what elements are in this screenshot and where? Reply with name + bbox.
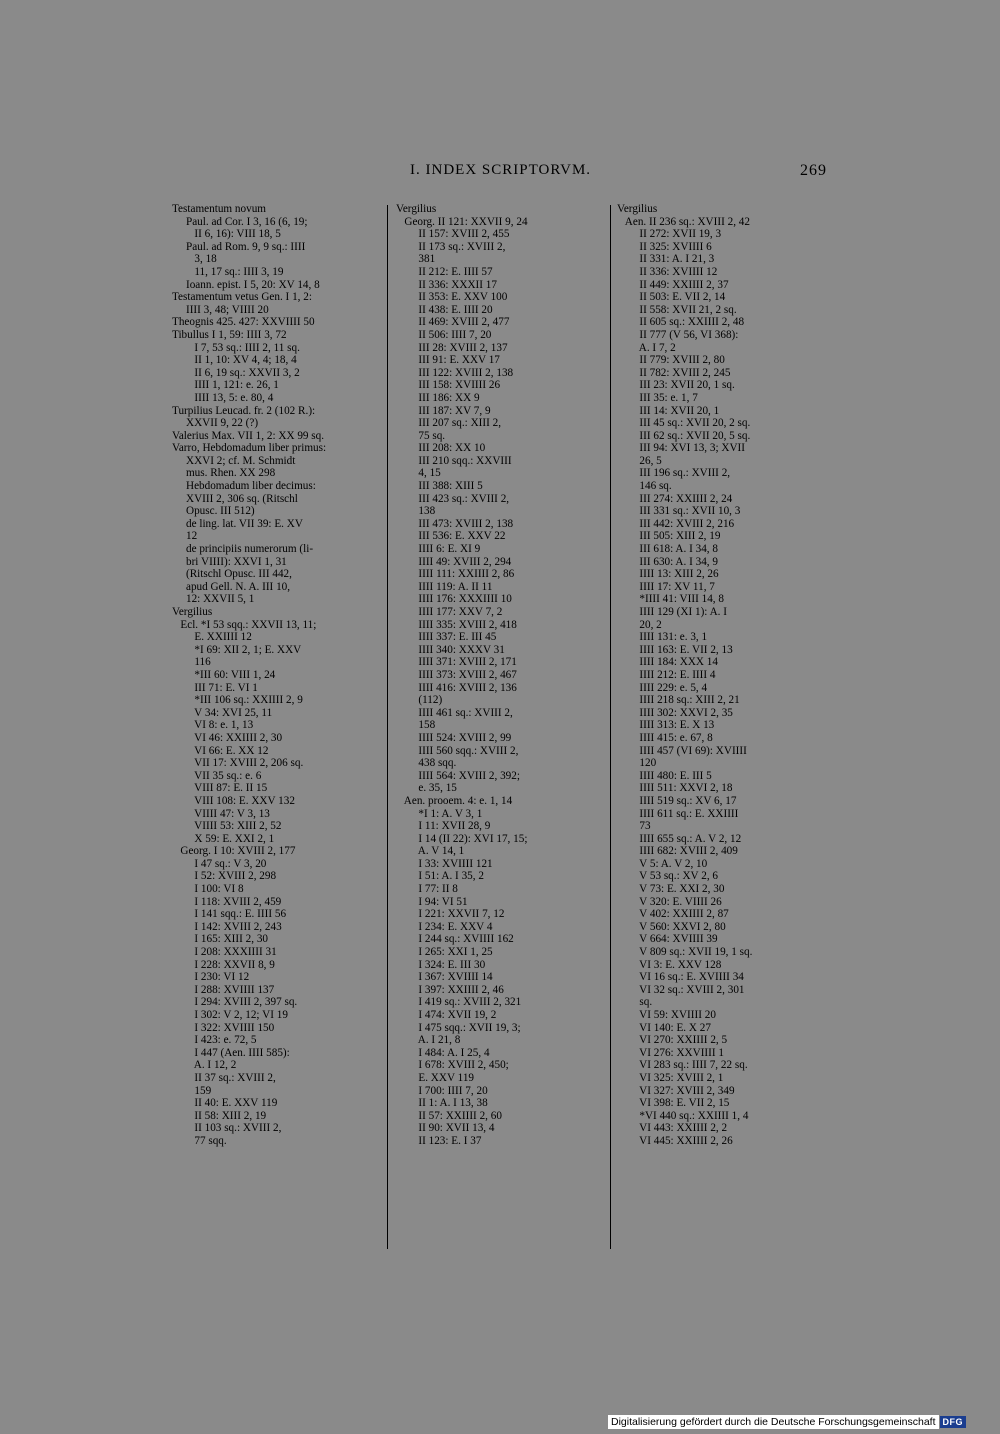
index-entry-line: III 196 sq.: XVIII 2, (617, 467, 731, 480)
index-column-2 (396, 203, 610, 1148)
index-entry-line: III 62 sq.: XVII 20, 5 sq. (617, 429, 751, 442)
index-entry-line: I 700: IIII 7, 20 (396, 1084, 488, 1097)
index-entry-line: IIII 416: XVIII 2, 136 (396, 681, 517, 694)
index-entry-line: XXVI 2; cf. M. Schmidt (172, 454, 296, 467)
index-entry-line: 381 (396, 253, 436, 266)
index-entry-line: IIII 119: A. II 11 (396, 580, 493, 593)
footer-text: Digitalisierung gefördert durch die Deutsche Forschungsgemeinschaft (608, 1415, 939, 1429)
index-entry-line: II 57: XXIIII 2, 60 (396, 1109, 502, 1122)
index-entry-line: I 244 sq.: XVIIII 162 (396, 933, 514, 946)
index-entry-line: I 475 sqq.: XVII 19, 3; (396, 1021, 521, 1034)
index-entry-line: de principiis numerorum (li- (172, 543, 314, 556)
index-entry-line: A. I 12, 2 (172, 1059, 237, 1072)
index-entry-line: IIII 302: XXVI 2, 35 (617, 706, 733, 719)
index-entry-line: 73 (617, 820, 651, 833)
index-entry-line: IIII 129 (XI 1): A. I (617, 606, 727, 618)
index-entry-line: mus. Rhen. XX 298 (172, 467, 276, 480)
index-entry-line: I 423: e. 72, 5 (172, 1034, 257, 1047)
index-entry-line: I 302: V 2, 12; VI 19 (172, 1009, 288, 1021)
index-entry-line: II 123: E. I 37 (396, 1134, 482, 1147)
index-entry-line: 158 (396, 719, 436, 732)
index-entry-line: V 34: XVI 25, 11 (172, 706, 273, 719)
index-entry-line: II 777 (V 56, VI 368): (617, 328, 739, 341)
index-entry-line: III 423 sq.: XVIII 2, (396, 492, 510, 505)
index-entry-line: VI 59: XVIIII 20 (617, 1009, 716, 1021)
index-entry-line: 11, 17 sq.: IIII 3, 19 (172, 265, 284, 278)
index-entry-line: Ioann. epist. I 5, 20: XV 14, 8 (172, 278, 320, 291)
index-entry-line: VI 398: E. VII 2, 15 (617, 1097, 730, 1110)
index-entry-line: III 91: E. XXV 17 (396, 354, 500, 367)
index-entry-line: III 14: XVII 20, 1 (617, 404, 720, 417)
index-entry-line: 159 (172, 1084, 212, 1097)
index-entry-line: IIII 163: E. VII 2, 13 (617, 643, 733, 656)
index-entry-line: I 11: XVII 28, 9 (396, 820, 491, 833)
index-entry-line: V 5: A. V 2, 10 (617, 857, 708, 870)
index-entry-line: I 367: XVIIII 14 (396, 971, 493, 984)
index-entry-line: IIII 111: XXIIII 2, 86 (396, 568, 515, 581)
index-entry-line: VIII 87: E. II 15 (172, 782, 268, 795)
index-entry-line: Paul. ad Cor. I 3, 16 (6, 19; (172, 215, 308, 228)
index-entry-line: IIII 49: XVIII 2, 294 (396, 555, 512, 568)
index-entry-line: Vergilius (396, 203, 437, 215)
index-entry-line: I 397: XXIIII 2, 46 (396, 983, 504, 996)
index-entry-line: 138 (396, 505, 436, 518)
index-entry-line: XVIII 2, 306 sq. (Ritschl (172, 492, 298, 505)
index-entry-line: Testamentum vetus Gen. I 1, 2: (172, 291, 312, 304)
index-entry-line: V 809 sq.: XVII 19, 1 sq. (617, 946, 753, 959)
index-entry-line: IIII 415: e. 67, 8 (617, 731, 713, 744)
index-entry-line: II 212: E. IIII 57 (396, 265, 493, 278)
index-entry-line: IIII 176: XXXIIII 10 (396, 593, 512, 606)
index-entry-line: I 94: VI 51 (396, 895, 468, 908)
index-entry-line: A. I 7, 2 (617, 341, 676, 354)
index-entry-line: IIII 17: XV 11, 7 (617, 580, 715, 593)
index-entry-line: IIII 480: E. III 5 (617, 769, 712, 782)
index-entry-line: I 234: E. XXV 4 (396, 920, 493, 933)
index-entry-line: VII 35 sq.: e. 6 (172, 769, 262, 782)
index-entry-line: Varro, Hebdomadum liber primus: (172, 442, 327, 455)
index-entry-line: VI 327: XVIII 2, 349 (617, 1084, 735, 1097)
index-entry-line: I 228: XXVII 8, 9 (172, 958, 275, 971)
index-entry-line: II 40: E. XXV 119 (172, 1097, 278, 1110)
index-entry-line: V 560: XXVI 2, 80 (617, 920, 726, 933)
index-entry-line: (112) (396, 694, 443, 707)
index-entry-line: e. 35, 15 (396, 782, 457, 795)
index-entry-line: IIII 184: XXX 14 (617, 656, 718, 669)
index-entry-line: III 536: E. XXV 22 (396, 530, 506, 543)
index-entry-line: IIII 13, 5: e. 80, 4 (172, 391, 274, 404)
index-entry-line: III 122: XVIII 2, 138 (396, 366, 514, 379)
index-entry-line: 116 (172, 656, 211, 669)
index-entry-line: I 208: XXXIIII 31 (172, 946, 277, 959)
index-entry-line: I 118: XVIII 2, 459 (172, 895, 282, 908)
index-entry-line: Aen. II 236 sq.: XVIII 2, 42 (617, 215, 750, 228)
index-entry-line: *III 106 sq.: XXIIII 2, 9 (172, 694, 303, 707)
index-entry-line: III 23: XVII 20, 1 sq. (617, 379, 735, 392)
index-entry-line: IIII 340: XXXV 31 (396, 643, 505, 656)
index-entry-line: I 322: XVIIII 150 (172, 1021, 275, 1034)
index-entry-line: VI 445: XXIIII 2, 26 (617, 1134, 733, 1147)
index-entry-line: II 272: XVII 19, 3 (617, 228, 722, 241)
index-entry-line: I 324: E. III 30 (396, 958, 486, 971)
index-entry-line: I 165: XIII 2, 30 (172, 933, 269, 946)
index-entry-line: I 51: A. I 35, 2 (396, 870, 484, 883)
index-entry-line: 75 sq. (396, 429, 446, 442)
index-entry-line: IIII 313: E. X 13 (617, 719, 715, 732)
index-entry-line: VI 283 sq.: IIII 7, 22 sq. (617, 1059, 748, 1072)
index-entry-line: IIII 131: e. 3, 1 (617, 631, 708, 644)
index-entry-line: III 45 sq.: XVII 20, 2 sq. (617, 417, 751, 430)
index-entry-line: Ecl. *I 53 sqq.: XXVII 13, 11; (172, 618, 317, 631)
index-entry-line: *I 1: A. V 3, 1 (396, 807, 483, 820)
index-entry-line: A. I 21, 8 (396, 1034, 461, 1047)
column-rule-2 (610, 205, 611, 1249)
index-entry-line: IIII 337: E. III 45 (396, 631, 497, 644)
index-entry-line: 438 sqq. (396, 757, 457, 770)
digitization-footer (608, 1414, 966, 1430)
index-entry-line: III 207 sq.: XIII 2, (396, 417, 502, 430)
index-entry-line: III 186: XX 9 (396, 391, 480, 404)
index-entry-line: I 100: VI 8 (172, 883, 244, 896)
index-entry-line: II 1, 10: XV 4, 4; 18, 4 (172, 354, 297, 367)
index-entry-line: de ling. lat. VII 39: E. XV (172, 517, 303, 530)
index-entry-line: I 33: XVIIII 121 (396, 857, 493, 870)
index-entry-line: II 6, 19 sq.: XXVII 3, 2 (172, 366, 300, 379)
index-entry-line: IIII 371: XVIII 2, 171 (396, 656, 517, 669)
index-entry-line: *IIII 41: VIII 14, 8 (617, 593, 724, 606)
index-entry-line: I 14 (II 22): XVI 17, 15; (396, 832, 528, 845)
index-entry-line: V 402: XXIIII 2, 87 (617, 908, 729, 921)
index-entry-line: II 325: XVIIII 6 (617, 240, 712, 253)
index-entry-line: IIII 461 sq.: XVIII 2, (396, 706, 513, 719)
index-entry-line: II 438: E. IIII 20 (396, 303, 493, 316)
index-entry-line: III 473: XVIII 2, 138 (396, 517, 514, 530)
index-entry-line: 12: XXVII 5, 1 (172, 593, 255, 606)
index-entry-line: II 605 sq.: XXIIII 2, 48 (617, 316, 745, 329)
index-entry-line: III 71: E. VI 1 (172, 681, 258, 694)
index-entry-line: I 484: A. I 25, 4 (396, 1046, 490, 1059)
index-entry-line: IIII 511: XXVI 2, 18 (617, 782, 733, 795)
index-entry-line: I 474: XVII 19, 2 (396, 1009, 497, 1021)
index-entry-line: Valerius Max. VII 1, 2: XX 99 sq. (172, 429, 325, 442)
index-entry-line: II 157: XVIII 2, 455 (396, 228, 510, 241)
index-entry-line: IIII 519 sq.: XV 6, 17 (617, 794, 737, 807)
index-entry-line: III 187: XV 7, 9 (396, 404, 491, 417)
index-entry-line: III 331 sq.: XVII 10, 3 (617, 505, 741, 518)
index-entry-line: Georg. II 121: XXVII 9, 24 (396, 215, 528, 228)
index-entry-line: VI 270: XXIIII 2, 5 (617, 1034, 728, 1047)
index-entry-line: I 47 sq.: V 3, 20 (172, 857, 267, 870)
index-entry-line: VI 443: XXIIII 2, 2 (617, 1122, 728, 1135)
index-entry-line: III 208: XX 10 (396, 442, 486, 455)
index-entry-line: I 77: II 8 (396, 883, 458, 896)
index-entry-line: II 336: XXXII 17 (396, 278, 497, 291)
index-entry-line: IIII 655 sq.: A. V 2, 12 (617, 832, 742, 845)
index-entry-line: III 388: XIII 5 (396, 480, 483, 493)
index-entry-line: I 447 (Aen. IIII 585): (172, 1046, 290, 1059)
page-number: 269 (800, 162, 827, 179)
index-column-1 (172, 203, 386, 1148)
index-entry-line: III 618: A. I 34, 8 (617, 543, 718, 556)
index-entry-line: Aen. prooem. 4: e. 1, 14 (396, 794, 513, 807)
index-entry-line: I 221: XXVII 7, 12 (396, 908, 505, 921)
index-entry-line: VI 66: E. XX 12 (172, 744, 269, 757)
index-entry-line: Georg. I 10: XVIII 2, 177 (172, 845, 296, 858)
index-entry-line: II 503: E. VII 2, 14 (617, 291, 726, 304)
index-entry-line: V 320: E. VIIII 26 (617, 895, 722, 908)
index-entry-line: Testamentum novum (172, 203, 266, 215)
index-entry-line: III 158: XVIIII 26 (396, 379, 501, 392)
index-entry-line: I 678: XVIII 2, 450; (396, 1059, 509, 1072)
index-entry-line: II 782: XVIII 2, 245 (617, 366, 731, 379)
index-entry-line: I 419 sq.: XVIII 2, 321 (396, 996, 522, 1009)
index-entry-line: 3, 18 (172, 253, 217, 266)
index-entry-line: *VI 440 sq.: XXIIII 1, 4 (617, 1109, 749, 1122)
index-entry-line: IIII 3, 48; VIIII 20 (172, 303, 269, 316)
index-entry-line: II 37 sq.: XVIII 2, (172, 1071, 276, 1084)
index-entry-line: VI 140: E. X 27 (617, 1021, 711, 1034)
index-entry-line: I 294: XVIII 2, 397 sq. (172, 996, 298, 1009)
index-entry-line: IIII 373: XVIII 2, 467 (396, 668, 517, 681)
dfg-logo: DFG (940, 1416, 967, 1428)
index-entry-line: apud Gell. N. A. III 10, (172, 580, 291, 593)
index-entry-line: Hebdomadum liber decimus: (172, 480, 316, 493)
index-entry-line: VIIII 53: XIII 2, 52 (172, 820, 282, 833)
index-entry-line: IIII 212: E. IIII 4 (617, 668, 716, 681)
index-entry-line: I 141 sqq.: E. IIII 56 (172, 908, 287, 921)
index-entry-line: I 230: VI 12 (172, 971, 250, 984)
index-entry-line: III 94: XVI 13, 3; XVII (617, 442, 746, 455)
index-entry-line: V 664: XVIIII 39 (617, 933, 718, 946)
index-entry-line: (Ritschl Opusc. III 442, (172, 568, 292, 581)
index-entry-line: 146 sq. (617, 480, 672, 493)
index-entry-line: VII 17: XVIII 2, 206 sq. (172, 757, 304, 770)
index-entry-line: I 265: XXI 1, 25 (396, 946, 493, 959)
index-entry-line: I 288: XVIIII 137 (172, 983, 275, 996)
index-entry-line: III 35: e. 1, 7 (617, 391, 698, 404)
index-entry-line: sq. (617, 996, 653, 1009)
index-entry-line: III 28: XVIII 2, 137 (396, 341, 508, 354)
index-entry-line: V 53 sq.: XV 2, 6 (617, 870, 719, 883)
index-entry-line: VI 3: E. XXV 128 (617, 958, 722, 971)
index-entry-line: III 505: XIII 2, 19 (617, 530, 721, 543)
index-entry-line: IIII 229: e. 5, 4 (617, 681, 708, 694)
index-entry-line: Paul. ad Rom. 9, 9 sq.: IIII (172, 240, 306, 253)
index-entry-line: IIII 611 sq.: E. XXIIII (617, 807, 739, 820)
index-entry-line: III 210 sqq.: XXVIII (396, 454, 512, 467)
index-entry-line: II 331: A. I 21, 3 (617, 253, 715, 266)
index-entry-line: II 558: XVII 21, 2 sq. (617, 303, 737, 316)
index-entry-line: *III 60: VIII 1, 24 (172, 668, 276, 681)
index-entry-line: *I 69: XII 2, 1; E. XXV (172, 643, 302, 656)
index-entry-line: II 6, 16): VIII 18, 5 (172, 228, 281, 241)
index-entry-line: Vergilius (172, 606, 213, 618)
index-entry-line: VI 276: XXVIIII 1 (617, 1046, 724, 1059)
running-head: I. INDEX SCRIPTORVM. (410, 162, 592, 178)
index-entry-line: 120 (617, 757, 657, 770)
index-entry-line: VIII 108: E. XXV 132 (172, 794, 295, 807)
index-entry-line: X 59: E. XXI 2, 1 (172, 832, 275, 845)
index-entry-line: XXVII 9, 22 (?) (172, 417, 259, 430)
index-entry-line: 4, 15 (396, 467, 441, 480)
index-entry-line: VI 46: XXIIII 2, 30 (172, 731, 283, 744)
index-entry-line: II 103 sq.: XVIII 2, (172, 1122, 282, 1135)
index-entry-line: V 73: E. XXI 2, 30 (617, 883, 725, 896)
index-entry-line: IIII 218 sq.: XIII 2, 21 (617, 694, 740, 707)
index-entry-line: VI 325: XVIII 2, 1 (617, 1071, 724, 1084)
index-entry-line: IIII 524: XVIII 2, 99 (396, 731, 512, 744)
index-entry-line: bri VIIII): XXVI 1, 31 (172, 555, 287, 568)
index-entry-line: II 90: XVII 13, 4 (396, 1122, 495, 1135)
index-entry-line: II 449: XXIIII 2, 37 (617, 278, 729, 291)
index-entry-line: E. XXIIII 12 (172, 631, 252, 644)
index-entry-line: VIIII 47: V 3, 13 (172, 807, 270, 820)
index-entry-line: II 469: XVIII 2, 477 (396, 316, 510, 329)
index-entry-line: Theognis 425. 427: XXVIIII 50 (172, 316, 315, 329)
index-entry-line: II 779: XVIII 2, 80 (617, 354, 725, 367)
index-entry-line: II 58: XIII 2, 19 (172, 1109, 267, 1122)
index-column-3 (617, 203, 831, 1148)
index-entry-line: VI 32 sq.: XVIII 2, 301 (617, 983, 745, 996)
index-entry-line: Turpilius Leucad. fr. 2 (102 R.): (172, 404, 316, 417)
index-entry-line: IIII 335: XVIII 2, 418 (396, 618, 517, 631)
index-entry-line: 26, 5 (617, 454, 662, 467)
index-entry-line: IIII 6: E. XI 9 (396, 543, 481, 556)
index-entry-line: 20, 2 (617, 618, 662, 631)
index-entry-line: Vergilius (617, 203, 658, 215)
index-entry-line: A. V 14, 1 (396, 845, 465, 858)
index-entry-line: IIII 564: XVIII 2, 392; (396, 769, 520, 782)
index-entry-line: I 52: XVIII 2, 298 (172, 870, 277, 883)
index-entry-line: 77 sqq. (172, 1134, 227, 1147)
index-entry-line: VI 8: e. 1, 13 (172, 719, 254, 732)
index-entry-line: II 353: E. XXV 100 (396, 291, 508, 304)
index-entry-line: VI 16 sq.: E. XVIIII 34 (617, 971, 744, 984)
index-entry-line: E. XXV 119 (396, 1071, 475, 1084)
index-entry-line: IIII 682: XVIII 2, 409 (617, 845, 738, 858)
index-entry-line: Tibullus I 1, 59: IIII 3, 72 (172, 328, 287, 341)
index-entry-line: II 1: A. I 13, 38 (396, 1097, 488, 1110)
index-entry-line: III 274: XXIIII 2, 24 (617, 492, 733, 505)
index-entry-line: I 142: XVIII 2, 243 (172, 920, 282, 933)
index-entry-line: Opusc. III 512) (172, 505, 255, 518)
index-entry-line: IIII 1, 121: e. 26, 1 (172, 379, 279, 392)
index-entry-line: IIII 177: XXV 7, 2 (396, 606, 503, 618)
index-entry-line: II 506: IIII 7, 20 (396, 328, 492, 341)
index-entry-line: IIII 457 (VI 69): XVIIII (617, 744, 747, 757)
index-entry-line: 12 (172, 530, 198, 543)
index-entry-line: IIII 560 sqq.: XVIII 2, (396, 744, 519, 757)
index-entry-line: III 630: A. I 34, 9 (617, 555, 718, 568)
column-rule-1 (387, 205, 388, 1249)
index-entry-line: IIII 13: XIII 2, 26 (617, 568, 719, 581)
index-entry-line: III 442: XVIII 2, 216 (617, 517, 735, 530)
index-entry-line: II 336: XVIIII 12 (617, 265, 718, 278)
index-entry-line: II 173 sq.: XVIII 2, (396, 240, 506, 253)
index-entry-line: I 7, 53 sq.: IIII 2, 11 sq. (172, 341, 300, 354)
